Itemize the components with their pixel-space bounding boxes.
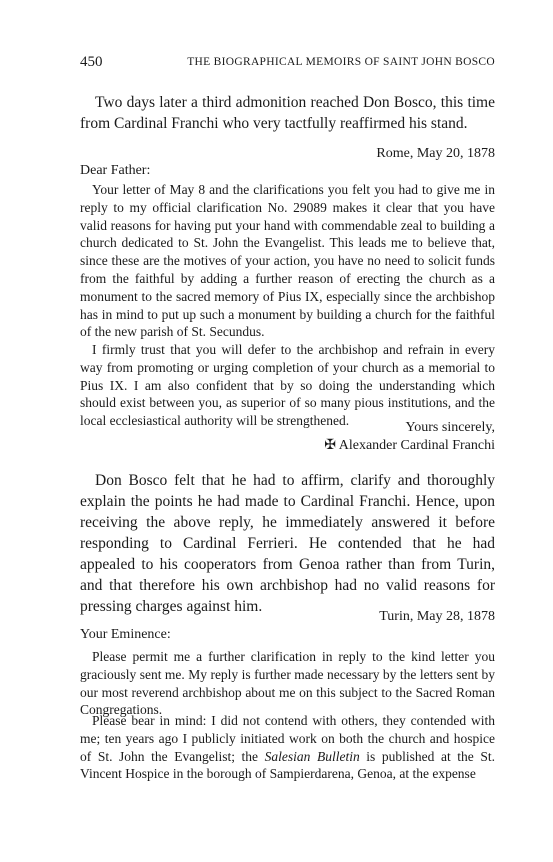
page-header [80,54,495,74]
letter2-paragraph-1: Please permit me a further clarification in reply to the kind letter you graciously sent me. My reply is further made necessary by the letters sent by our most reverend archbishop about me on this subject to the Sacred Roman Congregations. [80,649,495,718]
letter2-salutation: Your Eminence: [80,627,171,642]
letter2-paragraph-2-end: is published at the St. Vincent Hospice in the borough of Sampierdarena, Genoa, at the expense [80,748,495,782]
letter1-dateline: Rome, May 20, 1878 [376,146,495,161]
narrative-paragraph: Don Bosco felt that he had to affirm, clarify and thoroughly explain the points he had made to Cardinal Franchi. Hence, upon receiving the above reply, he immediately answered it before responding to Cardinal Ferrieri. He contended that he had appealed to his cooperators from Genoa rather than from Turin, and that therefore his own archbishop had no valid reasons for pressing charges against him. [80,472,495,615]
publication-title: Salesian Bulletin [264,748,360,764]
letter1-paragraph-2: I firmly trust that you will defer to the archbishop and refrain in every way from promoting or urging completion of your church as a memorial to Pius IX. I am also confident that by so doing the understanding which should exist between you, as superior of so many pious institutions, and the local ecclesiastical authority will be strengthened. [80,342,495,429]
letter2-paragraph-2-start: Please bear in mind: I did not contend with others, they contended with me; ten years ago I publicly initiated work on both the church and hospice of St. John the Evangelist; the [80,713,495,764]
intro-paragraph: Two days later a third admonition reached Don Bosco, this time from Cardinal Franchi who very tactfully reaffirmed his stand. [80,94,495,132]
page-number: 450 [80,54,103,70]
letter2-dateline: Turin, May 28, 1878 [379,609,495,624]
letter1-paragraph-1: Your letter of May 8 and the clarifications you felt you had to give me in reply to my official clarification No. 29089 makes it clear that you have valid reasons for having put your hand with commendable zeal to building a church dedicated to St. John the Evangelist. This leads me to believe that, since these are the motives of your action, you have no need to solicit funds from the faithful by adding a further reason of erecting the church as a monument to the sacred memory of Pius IX, especially since the archbishop has in mind to put up such a monument by building a church for the faithful of the new parish of St. Secundus. [80,182,495,340]
letter1-salutation: Dear Father: [80,163,151,178]
letter2-paragraph-2 [80,712,495,783]
letter1-closing: Yours sincerely, [405,420,495,435]
letter1-signature: ✠ Alexander Cardinal Franchi [324,438,495,453]
running-title: THE BIOGRAPHICAL MEMOIRS OF SAINT JOHN BOSCO [187,56,495,68]
